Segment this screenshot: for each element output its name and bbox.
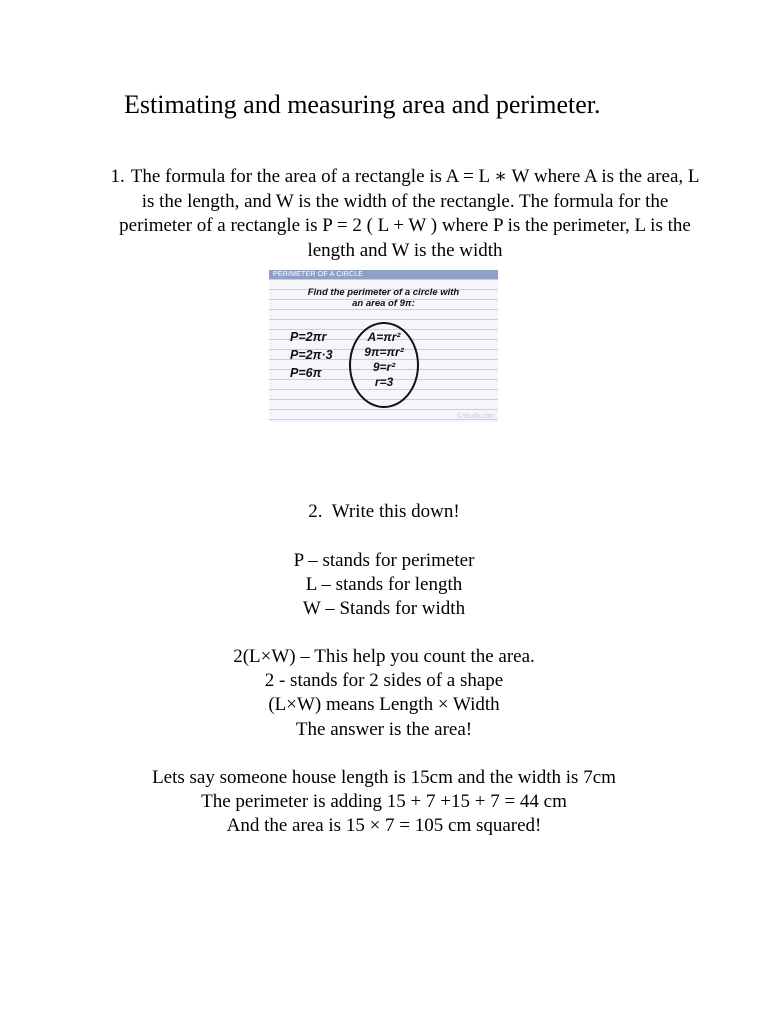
figure-perimeter-steps: [290, 328, 333, 382]
item-2-heading: [0, 500, 768, 524]
example-block: [0, 766, 768, 839]
perimeter-step: P=6π: [290, 366, 322, 380]
figure-prompt: [269, 287, 498, 309]
definition-line: L – stands for length: [305, 574, 463, 596]
figure-header-bar: [269, 270, 498, 279]
item-2-text: Write this down!: [331, 501, 460, 522]
figure-logo: ©Study.com: [457, 413, 495, 420]
item-1-number: 1.: [110, 166, 125, 187]
figure-header-text: PERIMETER OF A CIRCLE: [273, 271, 364, 278]
perimeter-step: P=2πr: [290, 330, 327, 344]
example-line: And the area is 15 × 7 = 105 cm squared!: [226, 815, 542, 837]
area-step: 9π=πr²: [364, 345, 404, 359]
item-1-paragraph: [110, 165, 700, 263]
area-step: A=πr²: [367, 330, 401, 344]
perimeter-step: P=2π·3: [290, 348, 333, 362]
area-note-line: 2 - stands for 2 sides of a shape: [264, 670, 504, 692]
figure-prompt-line-1: Find the perimeter of a circle with: [307, 287, 460, 298]
area-note-line: The answer is the area!: [295, 718, 473, 740]
definition-line: W – Stands for width: [302, 598, 466, 620]
perimeter-circle-figure: [269, 270, 498, 422]
figure-area-steps: [349, 330, 419, 390]
area-step: 9=r²: [372, 360, 396, 374]
area-notes: [0, 645, 768, 742]
page-title: Estimating and measuring area and perimeter.: [124, 90, 601, 119]
definition-line: P – stands for perimeter: [293, 550, 475, 571]
area-step: r=3: [374, 375, 394, 389]
item-2-number: 2.: [308, 501, 323, 522]
figure-prompt-line-2: an area of 9π:: [352, 298, 415, 309]
area-note-line: (L×W) means Length × Width: [268, 694, 500, 716]
area-note-line: 2(L×W) – This help you count the area.: [233, 646, 535, 667]
example-line: The perimeter is adding 15 + 7 +15 + 7 = 44 cm: [201, 791, 567, 813]
definitions-list: [0, 549, 768, 622]
item-1-text: The formula for the area of a rectangle is A = L ∗ W where A is the area, L is the length, and W is the width of the rectangle. The formula for the perimeter of a rectangle is P = 2 ( L + W ) where P is the perimeter, L is the length and W is the width: [119, 166, 700, 261]
example-line: Lets say someone house length is 15cm and the width is 7cm: [152, 767, 616, 788]
